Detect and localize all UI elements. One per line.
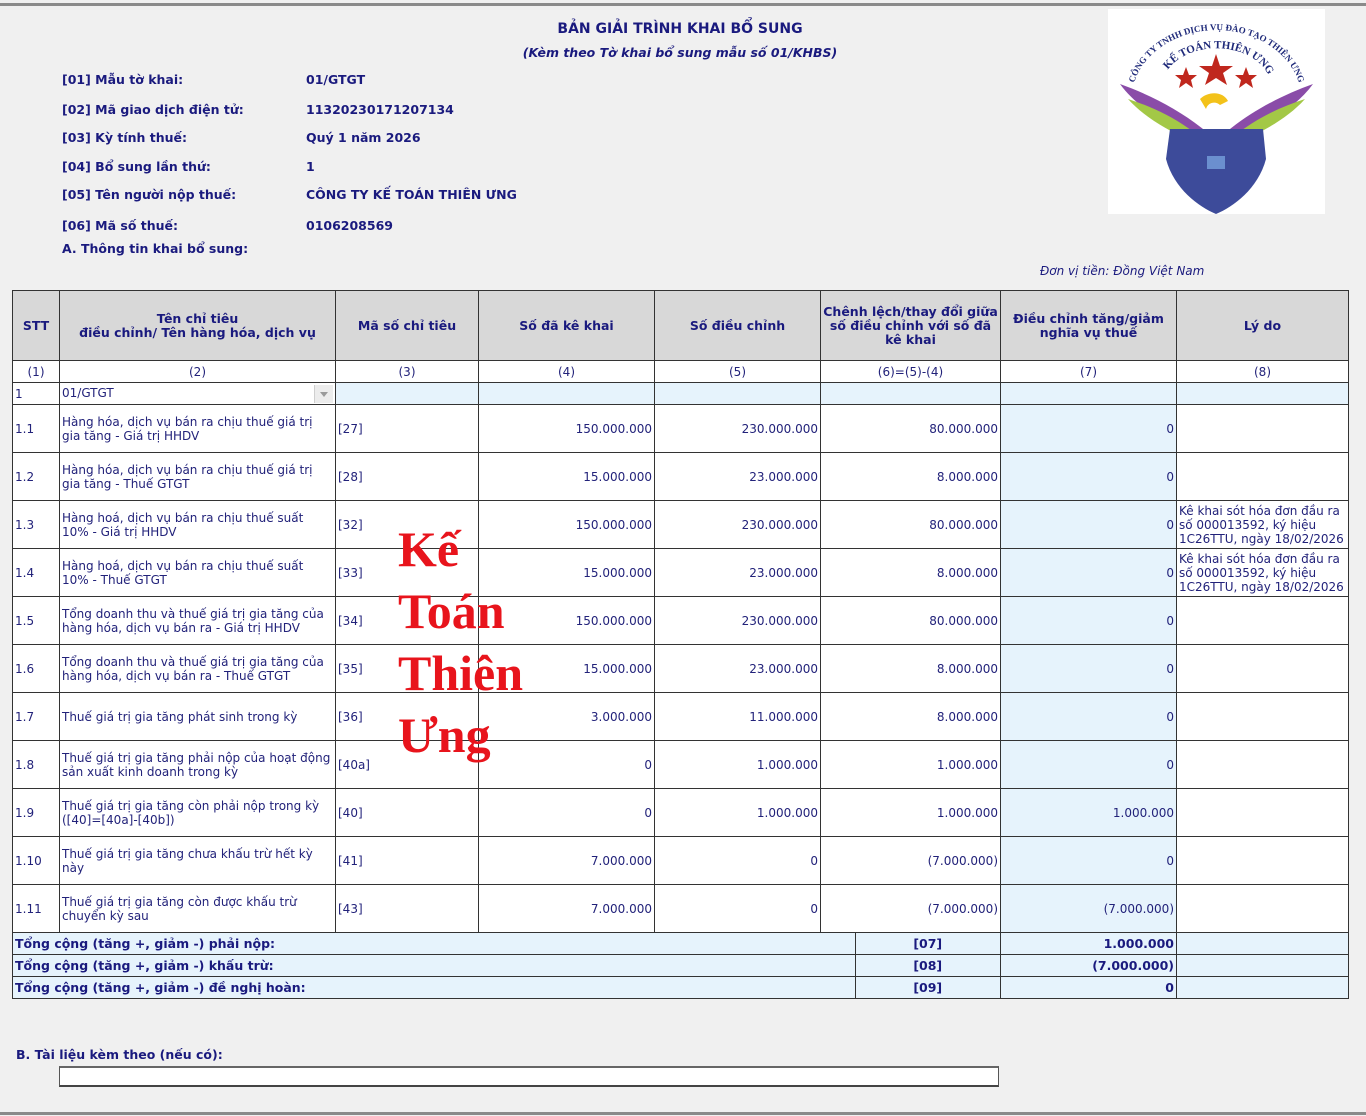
svg-text:CÔNG TY TNHH DỊCH VỤ ĐÀO TẠO T: CÔNG TY TNHH DỊCH VỤ ĐÀO TẠO THIÊN ƯNG <box>1126 22 1307 84</box>
col-num: (2) <box>60 361 336 383</box>
row-difference: (7.000.000) <box>821 837 1001 885</box>
row-adjusted[interactable]: 230.000.000 <box>655 597 821 645</box>
row-name: Tổng doanh thu và thuế giá trị gia tăng của hàng hóa, dịch vụ bán ra - Thuế GTGT <box>60 645 336 693</box>
total-reason <box>1177 955 1349 977</box>
row-name: Thuế giá trị gia tăng phải nộp của hoạt động sản xuất kinh doanh trong kỳ <box>60 741 336 789</box>
info-value-transaction-code: 11320230171207134 <box>306 102 454 117</box>
total-reason <box>1177 977 1349 999</box>
row-declared: 15.000.000 <box>479 645 655 693</box>
row-adjusted[interactable]: 23.000.000 <box>655 453 821 501</box>
group-cell[interactable] <box>336 383 479 405</box>
row-tax-adjustment[interactable]: 0 <box>1001 405 1177 453</box>
form-select[interactable] <box>60 383 336 405</box>
info-label-tax-code: [06] Mã số thuế: <box>62 218 179 233</box>
row-declared: 15.000.000 <box>479 549 655 597</box>
row-stt: 1.3 <box>13 501 60 549</box>
row-stt: 1.6 <box>13 645 60 693</box>
row-code: [28] <box>336 453 479 501</box>
row-adjusted[interactable]: 23.000.000 <box>655 645 821 693</box>
info-value-tax-code: 0106208569 <box>306 218 393 233</box>
row-difference: 80.000.000 <box>821 405 1001 453</box>
row-tax-adjustment[interactable]: 0 <box>1001 741 1177 789</box>
row-declared: 15.000.000 <box>479 453 655 501</box>
header-tax-adjustment: Điều chỉnh tăng/giảm nghĩa vụ thuế <box>1001 291 1177 361</box>
row-difference: 8.000.000 <box>821 453 1001 501</box>
table-row <box>13 501 1349 549</box>
row-tax-adjustment[interactable]: 1.000.000 <box>1001 789 1177 837</box>
group-cell[interactable] <box>655 383 821 405</box>
row-name: Tổng doanh thu và thuế giá trị gia tăng của hàng hóa, dịch vụ bán ra - Giá trị HHDV <box>60 597 336 645</box>
row-adjusted[interactable]: 0 <box>655 837 821 885</box>
row-stt: 1.10 <box>13 837 60 885</box>
row-tax-adjustment[interactable]: (7.000.000) <box>1001 885 1177 933</box>
row-tax-adjustment[interactable]: 0 <box>1001 645 1177 693</box>
total-value: 1.000.000 <box>1001 933 1177 955</box>
total-code: [09] <box>913 980 943 995</box>
row-code: [27] <box>336 405 479 453</box>
row-reason[interactable]: Kê khai sót hóa đơn đầu ra số 000013592, ký hiệu 1C26TTU, ngày 18/02/2026 <box>1177 549 1349 597</box>
watermark-text: Kế Toán Thiên Ưng <box>398 521 524 763</box>
currency-unit: Đơn vị tiền: Đồng Việt Nam <box>1040 264 1205 278</box>
row-code: [34] <box>336 597 479 645</box>
total-value: 0 <box>1001 977 1177 999</box>
chevron-down-icon[interactable] <box>314 385 333 403</box>
row-declared: 7.000.000 <box>479 837 655 885</box>
eagle-shield-logo-icon <box>1108 9 1325 214</box>
row-tax-adjustment[interactable]: 0 <box>1001 549 1177 597</box>
total-label: Tổng cộng (tăng +, giảm -) khấu trừ: <box>13 955 821 977</box>
row-name: Thuế giá trị gia tăng còn phải nộp trong kỳ ([40]=[40a]-[40b]) <box>60 789 336 837</box>
row-reason[interactable] <box>1177 789 1349 837</box>
row-stt: 1.5 <box>13 597 60 645</box>
col-num: (1) <box>13 361 60 383</box>
table-header-row <box>13 291 1349 361</box>
table-row <box>13 741 1349 789</box>
row-code: [35] <box>336 645 479 693</box>
row-stt: 1.8 <box>13 741 60 789</box>
total-label: Tổng cộng (tăng +, giảm -) phải nộp: <box>13 933 821 955</box>
form-select-value: 01/GTGT <box>62 386 114 400</box>
row-adjusted[interactable]: 23.000.000 <box>655 549 821 597</box>
row-declared: 0 <box>479 789 655 837</box>
row-adjusted[interactable]: 11.000.000 <box>655 693 821 741</box>
row-code: [43] <box>336 885 479 933</box>
total-code-cell <box>821 955 1001 977</box>
row-adjusted[interactable]: 1.000.000 <box>655 789 821 837</box>
col-num: (8) <box>1177 361 1349 383</box>
row-tax-adjustment[interactable]: 0 <box>1001 501 1177 549</box>
total-reason <box>1177 933 1349 955</box>
row-declared: 0 <box>479 741 655 789</box>
table-row <box>13 837 1349 885</box>
row-declared: 7.000.000 <box>479 885 655 933</box>
row-reason[interactable] <box>1177 453 1349 501</box>
row-stt: 1.7 <box>13 693 60 741</box>
row-adjusted[interactable]: 230.000.000 <box>655 405 821 453</box>
row-declared: 150.000.000 <box>479 501 655 549</box>
row-name: Hàng hóa, dịch vụ bán ra chịu thuế giá trị gia tăng - Thuế GTGT <box>60 453 336 501</box>
row-tax-adjustment[interactable]: 0 <box>1001 453 1177 501</box>
row-reason[interactable] <box>1177 645 1349 693</box>
table-row <box>13 405 1349 453</box>
info-value-supplement-number: 1 <box>306 159 315 174</box>
section-a-heading: A. Thông tin khai bổ sung: <box>62 241 249 256</box>
col-num: (3) <box>336 361 479 383</box>
row-code: [40a] <box>336 741 479 789</box>
header-reason: Lý do <box>1177 291 1349 361</box>
row-tax-adjustment[interactable]: 0 <box>1001 837 1177 885</box>
row-code: [32] <box>336 501 479 549</box>
row-name: Thuế giá trị gia tăng phát sinh trong kỳ <box>60 693 336 741</box>
row-difference: 8.000.000 <box>821 693 1001 741</box>
row-stt: 1.1 <box>13 405 60 453</box>
row-adjusted[interactable]: 230.000.000 <box>655 501 821 549</box>
header-stt: STT <box>13 291 60 361</box>
row-name: Hàng hoá, dịch vụ bán ra chịu thuế suất 10% - Thuế GTGT <box>60 549 336 597</box>
row-reason[interactable] <box>1177 885 1349 933</box>
row-code: [33] <box>336 549 479 597</box>
row-stt: 1.4 <box>13 549 60 597</box>
row-stt: 1.9 <box>13 789 60 837</box>
row-tax-adjustment[interactable]: 0 <box>1001 693 1177 741</box>
table-row <box>13 453 1349 501</box>
row-tax-adjustment[interactable]: 0 <box>1001 597 1177 645</box>
header-adjusted: Số điều chỉnh <box>655 291 821 361</box>
column-number-row <box>13 361 1349 383</box>
row-declared: 150.000.000 <box>479 405 655 453</box>
group-cell[interactable] <box>1001 383 1177 405</box>
row-difference: 80.000.000 <box>821 501 1001 549</box>
row-code: [41] <box>336 837 479 885</box>
table-row <box>13 885 1349 933</box>
table-row <box>13 597 1349 645</box>
info-value-form: 01/GTGT <box>306 72 366 87</box>
info-label-taxpayer-name: [05] Tên người nộp thuế: <box>62 187 237 202</box>
total-code-cell <box>821 933 1001 955</box>
row-difference: 1.000.000 <box>821 789 1001 837</box>
row-adjusted[interactable]: 1.000.000 <box>655 741 821 789</box>
top-divider <box>0 3 1366 6</box>
group-row <box>13 383 1349 405</box>
table-row <box>13 789 1349 837</box>
row-code: [40] <box>336 789 479 837</box>
adjustment-table <box>12 290 1349 999</box>
row-name: Hàng hóa, dịch vụ bán ra chịu thuế giá trị gia tăng - Giá trị HHDV <box>60 405 336 453</box>
col-num: (4) <box>479 361 655 383</box>
header-item-name: Tên chỉ tiêu điều chỉnh/ Tên hàng hóa, dịch vụ <box>60 291 336 361</box>
row-reason[interactable] <box>1177 837 1349 885</box>
row-difference: 8.000.000 <box>821 549 1001 597</box>
group-stt: 1 <box>13 383 60 405</box>
attachments-input[interactable] <box>59 1066 999 1087</box>
total-code-cell <box>821 977 1001 999</box>
row-reason[interactable] <box>1177 741 1349 789</box>
total-label: Tổng cộng (tăng +, giảm -) đề nghị hoàn: <box>13 977 821 999</box>
table-row <box>13 645 1349 693</box>
row-stt: 1.2 <box>13 453 60 501</box>
header-declared: Số đã kê khai <box>479 291 655 361</box>
row-reason[interactable] <box>1177 405 1349 453</box>
col-num: (5) <box>655 361 821 383</box>
total-row-payable <box>13 933 1349 955</box>
page-subtitle: (Kèm theo Tờ khai bổ sung mẫu số 01/KHBS) <box>522 45 838 60</box>
row-code: [36] <box>336 693 479 741</box>
row-adjusted[interactable]: 0 <box>655 885 821 933</box>
info-value-tax-period: Quý 1 năm 2026 <box>306 130 421 145</box>
total-row-refund <box>13 977 1349 999</box>
group-cell[interactable] <box>821 383 1001 405</box>
row-reason[interactable] <box>1177 693 1349 741</box>
col-num: (7) <box>1001 361 1177 383</box>
company-logo <box>1108 9 1325 214</box>
row-difference: 1.000.000 <box>821 741 1001 789</box>
row-difference: 80.000.000 <box>821 597 1001 645</box>
row-stt: 1.11 <box>13 885 60 933</box>
row-difference: (7.000.000) <box>821 885 1001 933</box>
table-row <box>13 549 1349 597</box>
info-label-supplement-number: [04] Bổ sung lần thứ: <box>62 159 211 174</box>
row-name: Hàng hoá, dịch vụ bán ra chịu thuế suất 10% - Giá trị HHDV <box>60 501 336 549</box>
total-value: (7.000.000) <box>1001 955 1177 977</box>
info-label-form: [01] Mẫu tờ khai: <box>62 72 184 87</box>
row-name: Thuế giá trị gia tăng chưa khấu trừ hết kỳ này <box>60 837 336 885</box>
page-title: BẢN GIẢI TRÌNH KHAI BỔ SUNG <box>557 21 803 37</box>
header-item-code: Mã số chỉ tiêu <box>336 291 479 361</box>
row-difference: 8.000.000 <box>821 645 1001 693</box>
info-label-transaction-code: [02] Mã giao dịch điện tử: <box>62 102 244 117</box>
section-b-heading: B. Tài liệu kèm theo (nếu có): <box>16 1047 223 1062</box>
row-reason[interactable] <box>1177 597 1349 645</box>
row-declared: 3.000.000 <box>479 693 655 741</box>
total-row-deductible <box>13 955 1349 977</box>
total-code: [08] <box>913 958 943 973</box>
row-declared: 150.000.000 <box>479 597 655 645</box>
table-row <box>13 693 1349 741</box>
header-difference: Chênh lệch/thay đổi giữa số điều chỉnh với số đã kê khai <box>821 291 1001 361</box>
svg-text:KẾ TOÁN THIÊN ƯNG: KẾ TOÁN THIÊN ƯNG <box>1160 39 1277 77</box>
total-code: [07] <box>913 936 943 951</box>
group-cell[interactable] <box>1177 383 1349 405</box>
col-num: (6)=(5)-(4) <box>821 361 1001 383</box>
bottom-divider <box>0 1112 1366 1115</box>
row-name: Thuế giá trị gia tăng còn được khấu trừ chuyển kỳ sau <box>60 885 336 933</box>
info-label-tax-period: [03] Kỳ tính thuế: <box>62 130 188 145</box>
group-cell[interactable] <box>479 383 655 405</box>
info-value-taxpayer-name: CÔNG TY KẾ TOÁN THIÊN ƯNG <box>306 187 517 202</box>
row-reason[interactable]: Kê khai sót hóa đơn đầu ra số 000013592, ký hiệu 1C26TTU, ngày 18/02/2026 <box>1177 501 1349 549</box>
